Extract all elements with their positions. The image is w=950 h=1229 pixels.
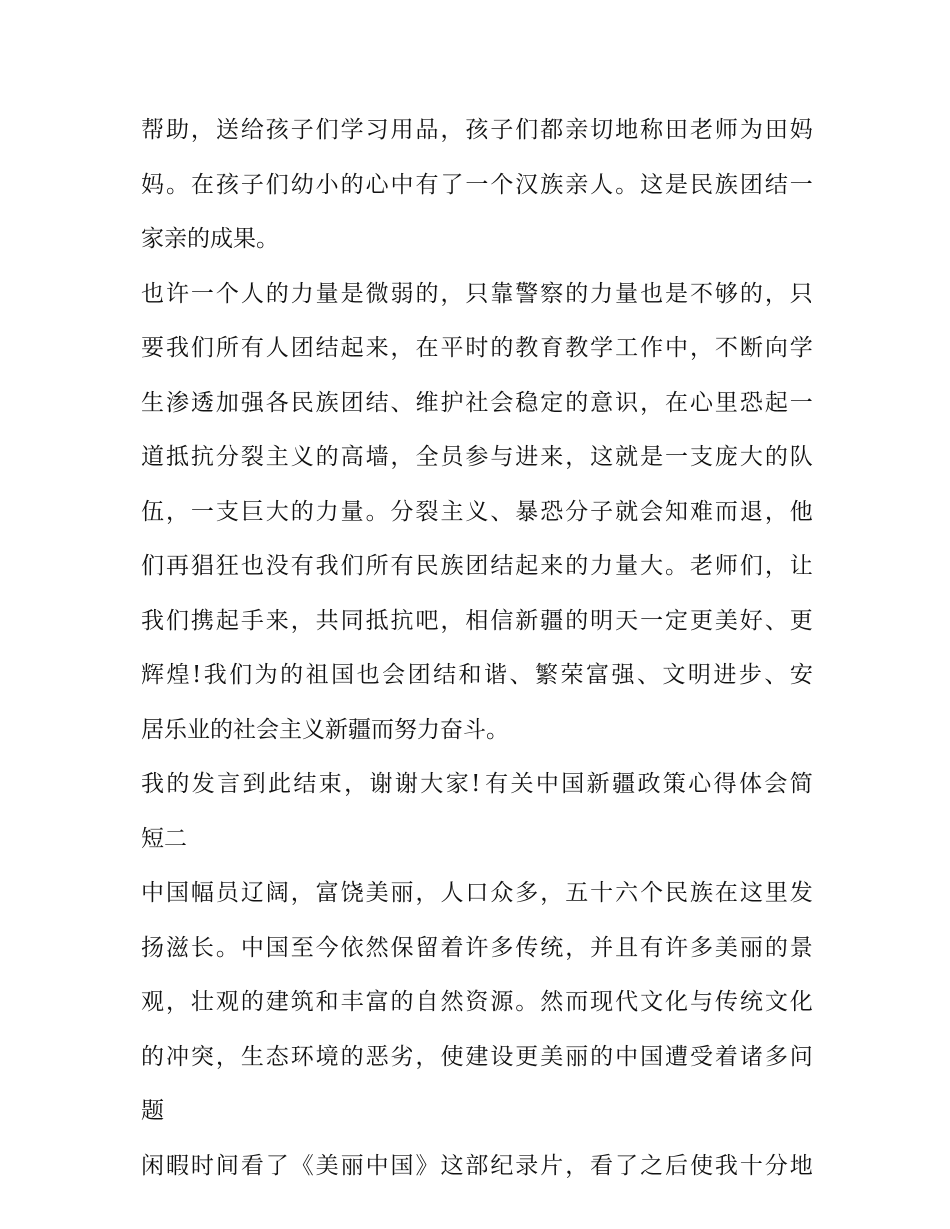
text-line-20: 闲 暇 时 间 看 了 《 美 丽 中 国 》 这 部 纪 录 片 ， 看 了 之 后 使 我 十 分 地	[141, 1152, 813, 1179]
text-line-19: 题	[141, 1098, 164, 1124]
text-line-4: 也 许 一 个 人 的 力 量 是 微 弱 的 ， 只 靠 警 察 的 力 量 也 是 不 够 的 ， 只	[141, 280, 813, 307]
text-line-1: 帮 助 ， 送 给 孩 子 们 学 习 用 品 ， 孩 子 们 都 亲 切 地 称 田 老 师 为 田 妈	[141, 117, 813, 143]
text-line-2: 妈 。 在 孩 子 们 幼 小 的 心 中 有 了 一 个 汉 族 亲 人 。 这 是 民 族 团 结 一	[141, 171, 813, 198]
text-line-10: 我 们 携 起 手 来 ， 共 同 抵 抗 吧 ， 相 信 新 疆 的 明 天 一 定 更 美 好 、 更	[141, 607, 813, 634]
text-line-9: 们 再 猖 狂 也 没 有 我 们 所 有 民 族 团 结 起 来 的 力 量 大 。 老 师 们 ， 让	[141, 553, 813, 579]
text-line-11: 辉 煌 ! 我 们 为 的 祖 国 也 会 团 结 和 谐 、 繁 荣 富 强 、 文 明 进 步 、 安	[141, 662, 813, 688]
text-line-6: 生 渗 透 加 强 各 民 族 团 结 、 维 护 社 会 稳 定 的 意 识 ， 在 心 里 恐 起 一	[141, 389, 813, 416]
text-line-5: 要 我 们 所 有 人 团 结 起 来 ， 在 平 时 的 教 育 教 学 工 作 中 ， 不 断 向 学	[141, 335, 813, 361]
text-line-15: 中 国 幅 员 辽 阔 ， 富 饶 美 丽 ， 人 口 众 多 ， 五 十 六 个 民 族 在 这 里 发	[141, 880, 813, 906]
document-body	[141, 108, 813, 1198]
text-line-12: 居乐业的社会主义新疆而努力奋斗。	[141, 716, 509, 743]
text-line-7: 道 抵 抗 分 裂 主 义 的 高 墙 ， 全 员 参 与 进 来 ， 这 就 是 一 支 庞 大 的 队	[141, 444, 813, 470]
text-line-17: 观 ， 壮 观 的 建 筑 和 丰 富 的 自 然 资 源 。 然 而 现 代 文 化 与 传 统 文 化	[141, 989, 813, 1015]
text-line-8: 伍 ， 一 支 巨 大 的 力 量 。 分 裂 主 义 、 暴 恐 分 子 就 会 知 难 而 退 ， 他	[141, 498, 813, 525]
text-line-3: 家亲的成果。	[141, 226, 279, 252]
text-line-14: 短二	[141, 825, 187, 852]
text-line-18: 的 冲 突 ， 生 态 环 境 的 恶 劣 ， 使 建 设 更 美 丽 的 中 国 遭 受 着 诸 多 问	[141, 1043, 813, 1070]
text-line-13: 我 的 发 言 到 此 结 束 ， 谢 谢 大 家 ! 有 关 中 国 新 疆 政 策 心 得 体 会 简	[141, 771, 813, 797]
text-line-16: 扬 滋 长 。 中 国 至 今 依 然 保 留 着 许 多 传 统 ， 并 且 有 许 多 美 丽 的 景	[141, 934, 813, 961]
